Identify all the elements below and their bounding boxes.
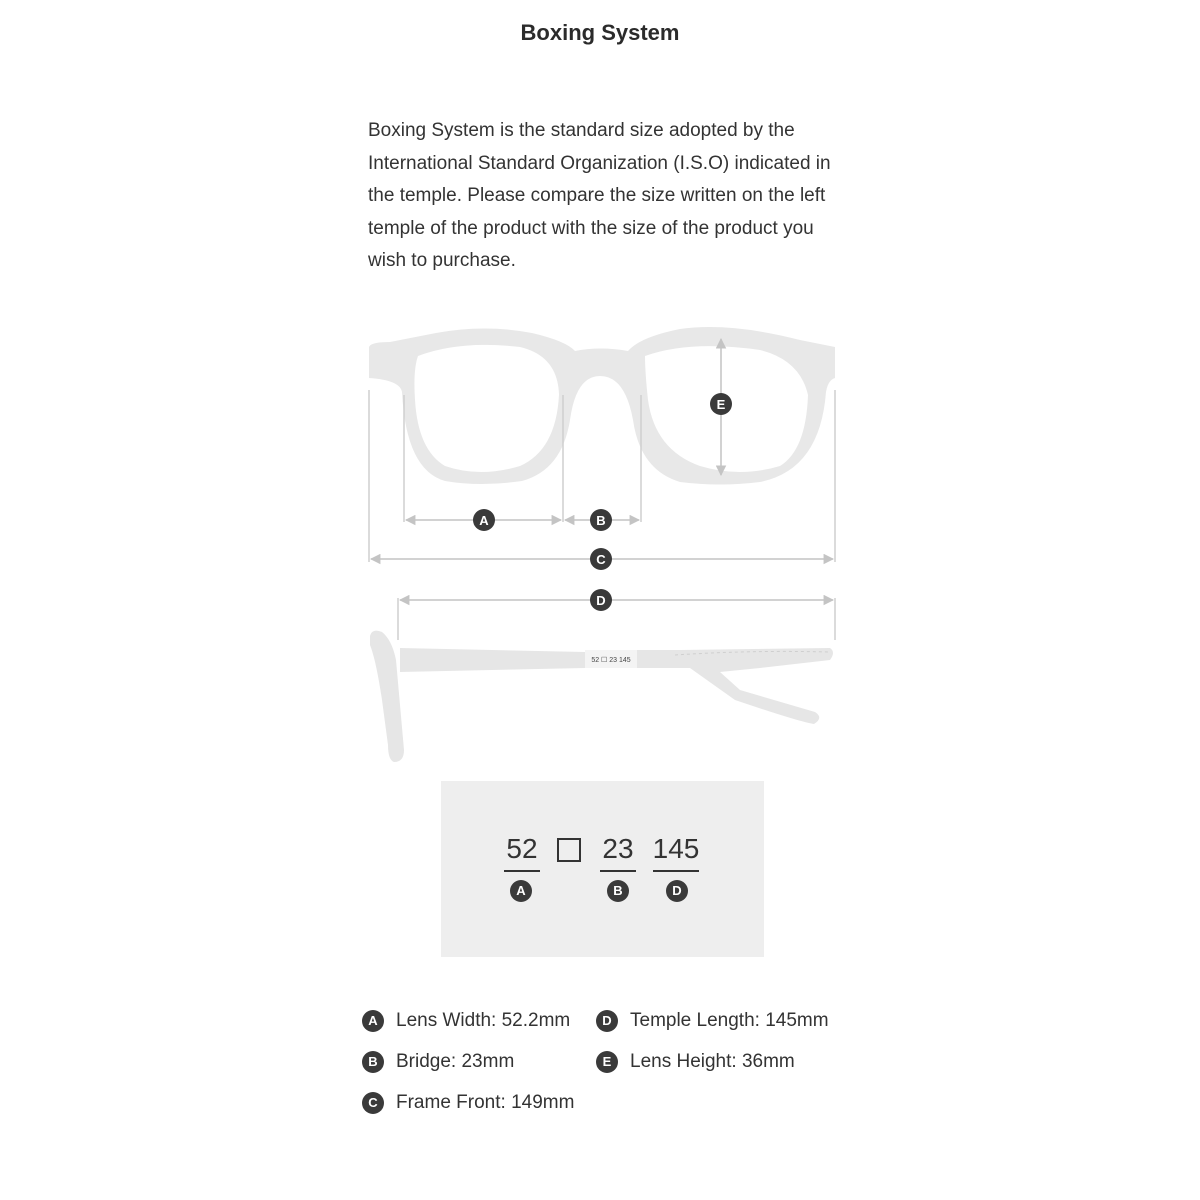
temple-arm (400, 648, 585, 672)
legend-item-lens-width (362, 1008, 570, 1034)
frame-front-shape (369, 327, 835, 484)
legend-marker-e: E (596, 1051, 618, 1073)
legend-item-bridge (362, 1049, 514, 1075)
legend-item-temple-length (596, 1008, 829, 1034)
legend-marker-a: A (362, 1010, 384, 1032)
page-title: Boxing System (520, 20, 680, 45)
marker-b-label: B (596, 513, 606, 528)
description-text: Boxing System is the standard size adopted by the International Standard Organization (I.S.O) indicated in the temple. Please compare the size written on the left temple of the product with the size of the product you wish to purchase. (368, 120, 831, 271)
size-code-box (441, 781, 764, 957)
marker-c (590, 548, 612, 570)
marker-c-label: C (596, 552, 606, 567)
legend-marker-c: C (362, 1092, 384, 1114)
lens-size-number: 52 (506, 833, 538, 864)
marker-a (473, 509, 495, 531)
temple-size-marker: D (666, 880, 688, 902)
bridge-size-marker: B (607, 880, 629, 902)
hinge-front-piece (370, 631, 404, 762)
marker-e-label: E (716, 397, 726, 412)
legend-text-frame-front: Frame Front: 149mm (396, 1092, 575, 1113)
temple-tip (637, 648, 833, 724)
legend-text-bridge: Bridge: 23mm (396, 1051, 515, 1072)
legend-text-lens-width: Lens Width: 52.2mm (396, 1010, 571, 1031)
legend-marker-b: B (362, 1051, 384, 1073)
legend-item-frame-front (362, 1090, 574, 1116)
bridge-size-underline (600, 870, 636, 872)
diagram-badges (473, 393, 732, 611)
lens-size-marker: A (510, 880, 532, 902)
legend-marker-d: D (596, 1010, 618, 1032)
legend-item-lens-height (596, 1049, 795, 1075)
lens-size-underline (504, 870, 540, 872)
marker-a-label: A (479, 513, 489, 528)
frame-front-view (369, 327, 835, 484)
marker-e (710, 393, 732, 415)
temple-size-underline (653, 870, 699, 872)
marker-d-label: D (596, 593, 606, 608)
temple-print-text: 52 ☐ 23 145 (591, 657, 631, 664)
marker-b (590, 509, 612, 531)
marker-d (590, 589, 612, 611)
legend-text-temple-length: Temple Length: 145mm (630, 1010, 829, 1031)
bridge-size-number: 23 (602, 833, 634, 864)
boxing-square-icon (557, 838, 581, 862)
frame-side-view (370, 631, 833, 762)
legend-text-lens-height: Lens Height: 36mm (630, 1051, 795, 1072)
temple-size-number: 145 (652, 833, 700, 864)
